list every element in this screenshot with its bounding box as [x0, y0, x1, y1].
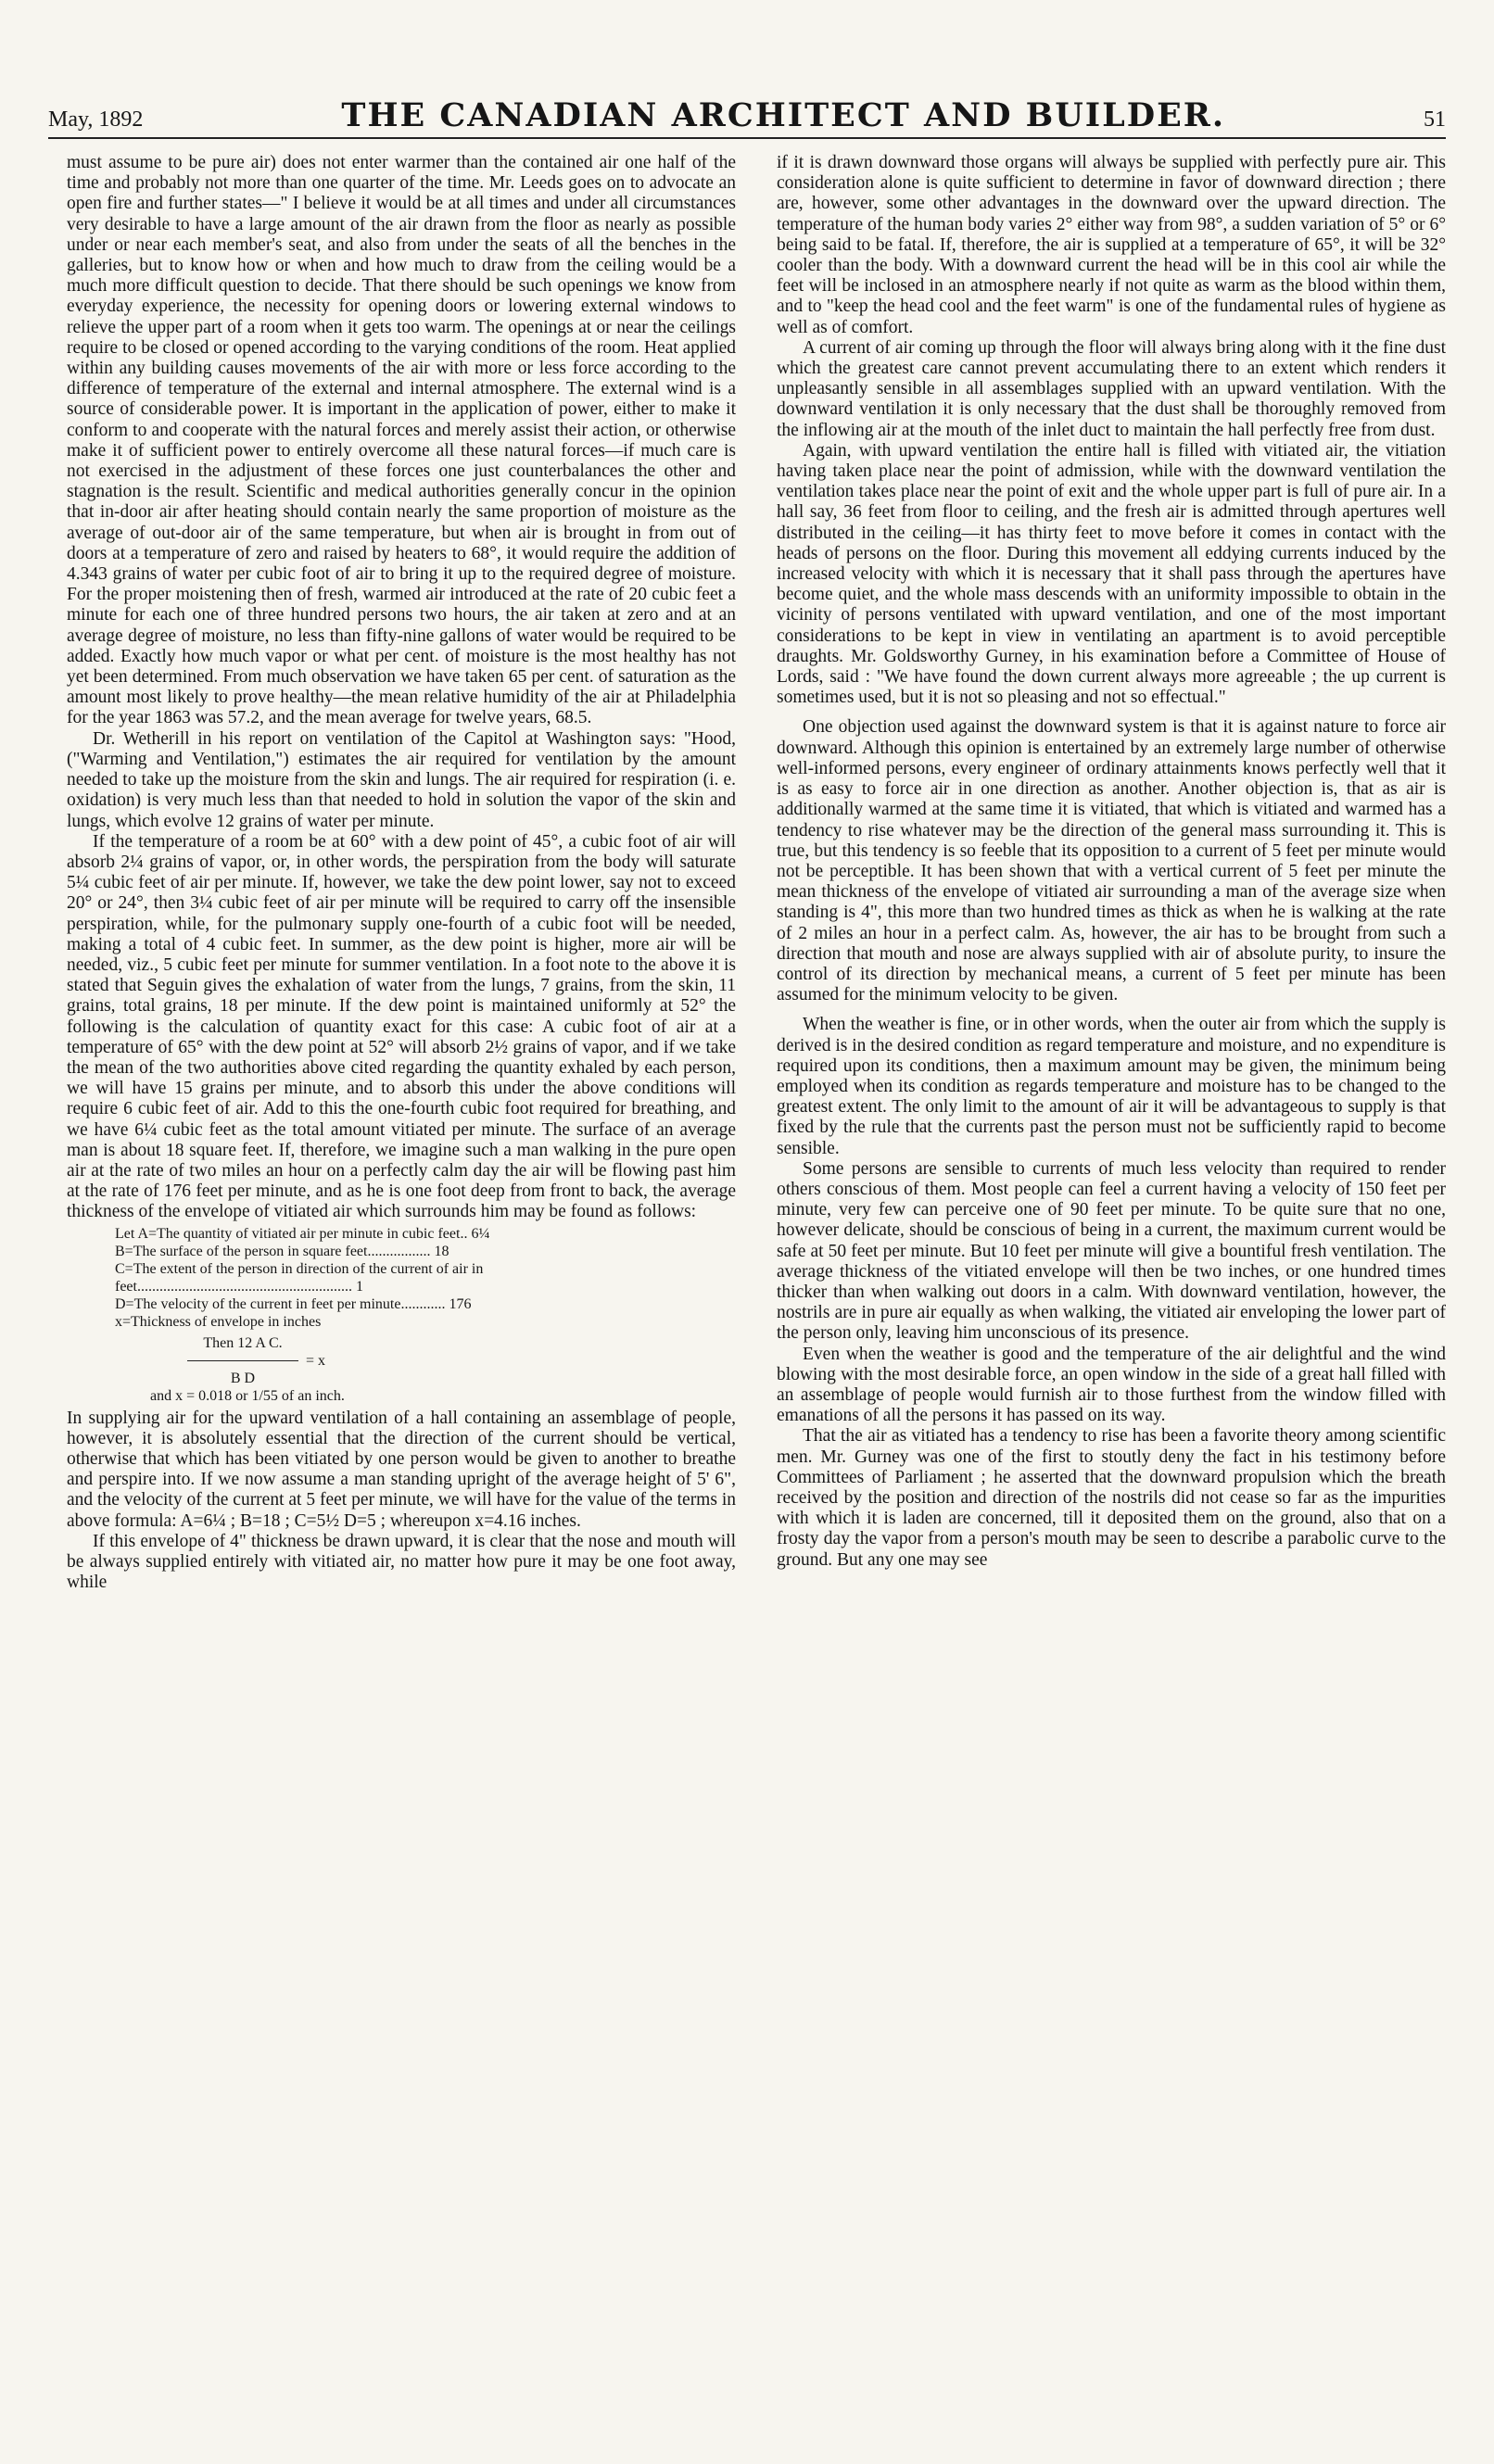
paragraph: must assume to be pure air) does not enter warmer than the contained air one half of the time and probably not more than one quarter of the time. Mr. Leeds goes on to advocate an open fire and further states—" I believe it would be at all times and under all circumstances very desirable to have a large amount of the air drawn from the floor as nearly as possible under or near each member's seat, and also from under the seats of all the benches in the galleries, but to know how or when and how much to draw from the ceiling would be a much more difficult question to decide. That there should be such openings we know from everyday experience, the necessity for opening doors or lowering external windows to relieve the upper part of a room when it gets too warm. The openings at or near the ceilings require to be closed or opened according to the varying conditions of the room. Heat applied within any building causes movements of the air with more or less force according to the difference of temperature of the external and internal atmosphere. The external wind is a source of considerable power. It is important in the application of power, either to make it conform to and cooperate with the natural forces and merely assist their action, or otherwise make it of sufficient power to entirely overcome all these natural forces—if much care is not exercised in the adjustment of these forces one just counterbalances the other and stagnation is the result. Scientific and medical authorities generally concur in the opinion that in-door air after heating should contain nearly the same proportion of moisture as the average of out-door air of the same temperature, but when air is brought in from out of doors at a temperature of zero and raised by heaters to 68°, it would require the addition of 4.343 grains of water per cubic foot of air to bring it up to the required degree of moisture. For the proper moistening then of fresh, warmed air introduced at the rate of 20 cubic feet a minute for each one of three hundred persons two hours, the air taken at zero and at an average degree of moisture, no less than fifty-nine gallons of water would be required to be added. Exactly how much vapor or what per cent. of moisture is the most healthy has not yet been determined. From much observation we have taken 65 per cent. of saturation as the amount most likely to prove healthy—the mean relative humidity of the air at Philadelphia for the year 1863 was 57.2, and the mean average for twelve years, 68.5.: [67, 153, 736, 728]
left-column: [67, 153, 736, 1593]
fraction-equals: = x: [306, 1352, 326, 1369]
paragraph: Some persons are sensible to currents of much less velocity than required to render others conscious of them. Most people can feel a current having a velocity of 150 feet per minute, very few can perceive one of 90 feet per minute. To be quite sure that no one, however delicate, should be conscious of being in a current, the maximum current would be safe at 50 feet per minute. But 10 feet per minute will give a bountiful fresh ventilation. The average thickness of the vitiated envelope will then be two inches, or one hundred times thicker than when walking out doors in a calm. With downward ventilation, however, the nostrils are in pure air equally as when walking, the vitiated air enveloping the lower part of the person only, leaving him unconscious of its presence.: [777, 1158, 1446, 1344]
formula-line: feet.......................................................... 1: [115, 1278, 363, 1295]
paragraph: Again, with upward ventilation the entire hall is filled with vitiated air, the vitiation having taken place near the point of admission, while with the downward ventilation the ventilation takes place near the point of exit and the whole upper part is full of pure air. In a hall say, 36 feet from floor to ceiling, and the fresh air is admitted through apertures well distributed in the ceiling—it has thirty feet to move before it comes in contact with the heads of persons on the floor. During this movement all eddying currents induced by the increased velocity with which it is necessary that it shall pass through the apertures have become quiet, and the whole mass descends with an uniformity impossible to obtain in the vicinity of persons ventilated with upward ventilation, and one of the most important considerations to be kept in view in ventilating an apartment is to avoid perceptible draughts. Mr. Goldsworthy Gurney, in his examination before a Committee of House of Lords, said : "We have found the down current always more agreeable ; the up current is sometimes used, but it is not so pleasing and not so effectual.": [777, 440, 1446, 708]
paragraph: A current of air coming up through the floor will always bring along with it the fine dust which the greatest care cannot prevent accumulating there to an extent which renders it unpleasantly sensible in all assemblages supplied with an upward ventilation. With the downward ventilation it is only necessary that the dust shall be thoroughly removed from the inflowing air at the mouth of the inlet duct to maintain the hall perfectly free from dust.: [777, 337, 1446, 440]
running-header: [48, 96, 1446, 139]
fraction-numerator: Then 12 A C.: [203, 1334, 283, 1351]
formula-fraction: [150, 1334, 736, 1405]
formula-definitions: [115, 1225, 736, 1331]
journal-title: THE CANADIAN ARCHITECT AND BUILDER.: [341, 96, 1226, 134]
formula-line: C=The extent of the person in direction of the current of air in: [115, 1260, 484, 1277]
formula-line: Let A=The quantity of vitiated air per minute in cubic feet.. 6¼: [115, 1225, 490, 1242]
fraction-denominator: B D: [230, 1370, 256, 1386]
paragraph: That the air as vitiated has a tendency to rise has been a favorite theory among scientific men. Mr. Gurney was one of the first to stoutly deny the fact in his testimony before Committees of Parliament ; he asserted that the downward propulsion which the breath received by the position and direction of the nostrils did not cease so far as the impurities with which it is laden are concerned, till it deposited them on the ground, also that on a frosty day the vapor from a person's mouth may be seen to describe a parabolic curve to the ground. But any one may see: [777, 1426, 1446, 1570]
paragraph: If this envelope of 4" thickness be drawn upward, it is clear that the nose and mouth will be always supplied entirely with vitiated air, no matter how pure it may be one foot away, while: [67, 1531, 736, 1593]
paragraph: In supplying air for the upward ventilation of a hall containing an assemblage of people, however, it is absolutely essential that the direction of the current should be vertical, otherwise that which has been vitiated by one person would be given to another to breathe and perspire into. If we now assume a man standing upright of the average height of 5' 6", and the velocity of the current at 5 feet per minute, we will have for the value of the terms in above formula: A=6¼ ; B=18 ; C=5½ D=5 ; whereupon x=4.16 inches.: [67, 1408, 736, 1531]
formula-line: D=The velocity of the current in feet per minute............ 176: [115, 1295, 472, 1312]
paragraph: One objection used against the downward system is that it is against nature to force air downward. Although this opinion is entertained by an extremely large number of otherwise well-informed persons, every engineer of ordinary attainments knows perfectly well that it is as easy to force air in one direction as another. Another objection is, that as air is additionally warmed at the same time it is vitiated, that which is vitiated and warmed has a tendency to rise whatever may be the direction of the general mass surrounding it. This is true, but this tendency is so feeble that its opposition to a current of 5 feet per minute would not be perceptible. It has been shown that with a vertical current of 5 feet per minute the mean thickness of the envelope of vitiated air surrounding a man of the average size when standing is 4", this more than two hundred times as thick as when he is walking at the rate of 2 miles an hour in a perfect calm. As, however, the air has to be brought from such a direction that mouth and nose are always supplied with air of absolute purity, to insure the control of its direction by mechanical means, a current of 5 feet per minute has been assumed for the minimum velocity to be given.: [777, 717, 1446, 1005]
paragraph: if it is drawn downward those organs will always be supplied with perfectly pure air. This consideration alone is quite sufficient to determine in favor of downward direction ; there are, however, some other advantages in the downward over the upward direction. The temperature of the human body varies 2° either way from 98°, a sudden variation of 5° or 6° being said to be fatal. If, therefore, the air is supplied at a temperature of 65°, it will be 32° cooler than the body. With a downward current the head will be in this cool air while the feet will be inclosed in an atmosphere nearly if not quite as warm as the blood within them, and to "keep the head cool and the feet warm" is one of the fundamental rules of hygiene as well as of comfort.: [777, 153, 1446, 337]
formula-line: x=Thickness of envelope in inches: [115, 1313, 322, 1330]
page-number: 51: [1424, 107, 1446, 132]
paragraph: Dr. Wetherill in his report on ventilation of the Capitol at Washington says: "Hood, ("Warming and Ventilation,") estimates the air required for ventilation by the amount needed to take up the moisture from the skin and lungs. The air required for respiration (i. e. oxidation) is very much less than that needed to hold in solution the vapor of the skin and lungs, which evolve 12 grains of water per minute.: [67, 728, 736, 831]
issue-date: May, 1892: [48, 107, 144, 132]
formula-result: and x = 0.018 or 1/55 of an inch.: [150, 1387, 345, 1404]
paragraph: When the weather is fine, or in other words, when the outer air from which the supply is derived is in the desired condition as regard temperature and moisture, and no expenditure is required upon its conditions, then a maximum amount may be given, the minimum being employed when its condition as regards temperature and moisture has to be changed to the greatest extent. The only limit to the amount of air it will be advantageous to supply is that fixed by the rule that the currents past the person must not be sufficiently rapid to become sensible.: [777, 1015, 1446, 1158]
right-column: [777, 153, 1446, 1571]
formula-line: B=The surface of the person in square feet................. 18: [115, 1243, 449, 1259]
paragraph: Even when the weather is good and the temperature of the air delightful and the wind blowing with the most desirable force, an open window in the side of a great hall filled with an assemblage of people would furnish air to those furthest from the window filled with emanations of all the persons it has passed on its way.: [777, 1344, 1446, 1426]
fraction-bar: [187, 1360, 298, 1361]
paragraph: If the temperature of a room be at 60° with a dew point of 45°, a cubic foot of air will absorb 2¼ grains of vapor, or, in other words, the perspiration from the body will saturate 5¼ cubic feet of air per minute. If, however, we take the dew point lower, say not to exceed 20° or 24°, then 3¼ cubic feet of air per minute will be required to carry off the insensible perspiration, while, for the pulmonary supply one-fourth of a cubic foot will be needed, making a total of 4 cubic feet. In summer, as the dew point is higher, more air will be needed, viz., 5 cubic feet per minute for summer ventilation. In a foot note to the above it is stated that Seguin gives the exhalation of water from the lungs, 7 grains, from the skin, 11 grains, total grains, 18 per minute. If the dew point is maintained uniformly at 52° the following is the calculation of quantity exact for this case: A cubic foot of air at a temperature of 65° with the dew point at 52° will absorb 2½ grains of vapor, and if we take the mean of the two authorities above cited regarding the quantity exhaled by each person, we will have 15 grains per minute, and to absorb this under the above conditions will require 6 cubic feet of air. Add to this the one-fourth cubic foot required for breathing, and we have 6¼ cubic feet as the total amount vitiated per minute. The surface of an average man is about 18 square feet. If, therefore, we imagine such a man walking in the pure open air at the rate of two miles an hour on a perfectly calm day the air will be flowing past him at the rate of 176 feet per minute, and as he is one foot deep from front to back, the average thickness of the envelope of vitiated air which surrounds him may be found as follows:: [67, 831, 736, 1222]
